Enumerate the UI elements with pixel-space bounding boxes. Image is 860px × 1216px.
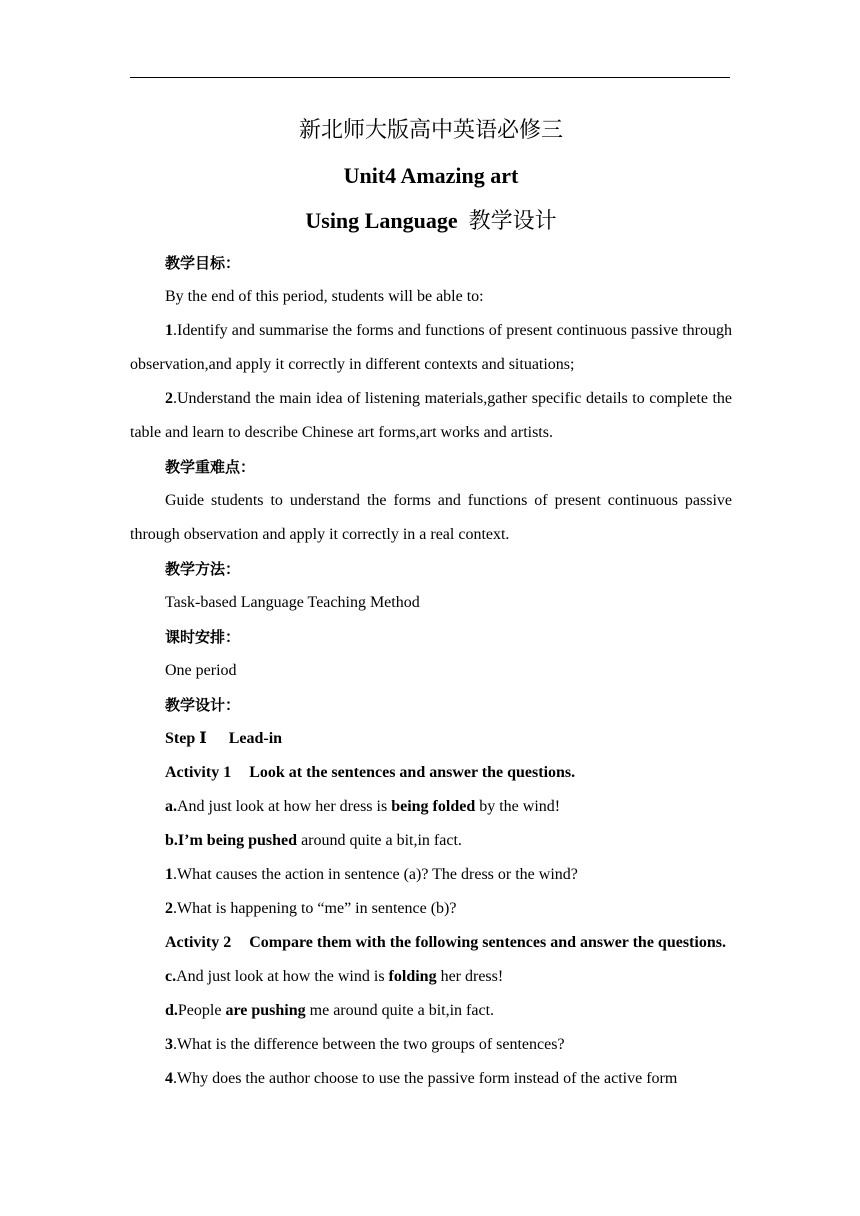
step-heading: Step Ⅰ Lead-in [165,730,283,747]
objective-item: 2.Understand the main idea of listening materials,gather specific details to complete the table and learn to describe Chinese art forms,art works and artists. [130,390,732,441]
lesson-title: Using Language 教学设计 [305,208,557,234]
question-3: 3.What is the difference between the two groups of sentences? [165,1036,565,1053]
question-4: 4.Why does the author choose to use the passive form instead of the active form [165,1070,678,1087]
document-body [130,246,732,1096]
objective-item: 1.Identify and summarise the forms and functions of present continuous passive through observation,and apply it correctly in different contexts and situations; [130,322,732,373]
key-points-text: Guide students to understand the forms and functions of present continuous passive through observation and apply it correctly in a real context. [130,492,732,543]
activity2-heading: Activity 2 Compare them with the following sentences and answer the questions. [165,934,726,951]
design-heading: 教学设计： [165,696,241,714]
methods-heading: 教学方法： [165,560,241,578]
question-2: 2.What is happening to “me” in sentence (b)? [165,900,457,917]
document-page [130,108,732,1096]
document-title: 新北师大版高中英语必修三 [298,118,563,143]
sentence-c: c.And just look at how the wind is folding her dress! [165,968,504,985]
methods-text: Task-based Language Teaching Method [165,594,420,611]
sentence-a: a.And just look at how her dress is being folded by the wind! [165,798,561,815]
objectives-heading: 教学目标： [165,254,241,272]
sentence-d: d.People are pushing me around quite a bit,in fact. [165,1002,495,1019]
activity1-heading: Activity 1 Look at the sentences and answer the questions. [165,764,576,781]
schedule-text: One period [165,662,237,679]
objectives-intro: By the end of this period, students will be able to: [165,288,484,305]
header-rule [130,77,730,78]
unit-title: Unit4 Amazing art [343,163,519,188]
schedule-heading: 课时安排： [165,628,241,646]
sentence-b: b.I’m being pushed around quite a bit,in fact. [165,832,462,849]
question-1: 1.What causes the action in sentence (a)? The dress or the wind? [165,866,578,883]
key-points-heading: 教学重难点： [165,458,256,476]
